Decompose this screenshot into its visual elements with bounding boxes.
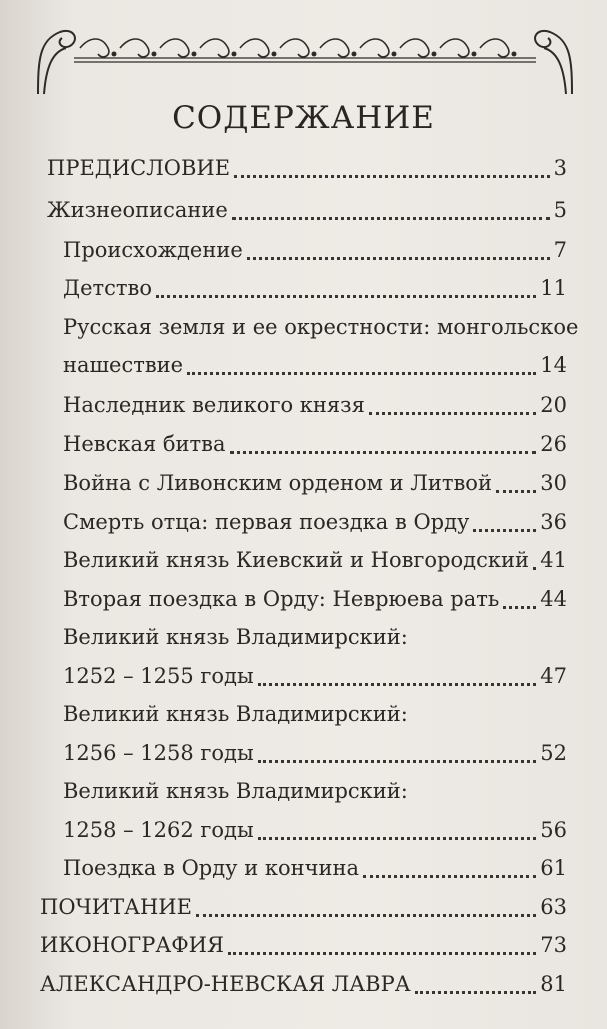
toc-entry-preface[interactable] <box>47 155 567 181</box>
toc-page-number: 63 <box>540 895 567 919</box>
leader-dots <box>234 175 550 178</box>
toc-entry-label: Невская битва <box>63 432 226 456</box>
toc-page-number: 47 <box>540 664 567 688</box>
toc-entry-vlad1[interactable] <box>63 663 567 689</box>
toc-entry-vlad2-line1[interactable]: Великий князь Владимирский: <box>63 702 408 726</box>
leader-dots <box>258 837 537 840</box>
toc-entry-origin[interactable] <box>63 237 567 263</box>
toc-entry-label: ПОЧИТАНИЕ <box>40 895 192 919</box>
toc-page-number: 36 <box>540 510 567 534</box>
toc-page-number: 52 <box>540 741 567 765</box>
leader-dots <box>228 952 536 955</box>
page-title: СОДЕРЖАНИЕ <box>172 100 435 136</box>
toc-page-number: 11 <box>540 276 567 300</box>
toc-entry-iconography[interactable] <box>40 932 567 958</box>
toc-entry-livonian-war[interactable] <box>63 470 567 496</box>
toc-entry-label: Происхождение <box>63 238 243 262</box>
toc-entry-last-trip[interactable] <box>63 855 567 881</box>
toc-page-number: 5 <box>553 198 567 222</box>
toc-entry-russian-land-line1[interactable]: Русская земля и ее окрестности: монгольское <box>63 315 579 339</box>
leader-dots <box>503 606 536 609</box>
toc-entry-father-death[interactable] <box>63 509 567 535</box>
toc-entry-neva[interactable] <box>63 431 567 457</box>
toc-page-number: 30 <box>540 471 567 495</box>
leader-dots <box>369 412 536 415</box>
toc-entry-vlad3[interactable] <box>63 817 567 843</box>
leader-dots <box>156 295 536 298</box>
leader-dots <box>363 875 536 878</box>
toc-page-number: 56 <box>540 818 567 842</box>
toc-page-number: 26 <box>540 432 567 456</box>
leader-dots <box>230 451 537 454</box>
toc-entry-label: Детство <box>63 276 152 300</box>
toc-entry-label: АЛЕКСАНДРО-НЕВСКАЯ ЛАВРА <box>40 972 411 996</box>
toc-entry-kiev-novgorod[interactable] <box>63 547 567 573</box>
toc-entry-label: 1258 – 1262 годы <box>63 818 254 842</box>
toc-entry-heir[interactable] <box>63 392 567 418</box>
toc-entry-label: Поездка в Орду и кончина <box>63 856 360 880</box>
leader-dots <box>247 257 550 260</box>
leader-dots <box>196 914 536 917</box>
toc-entry-label: Смерть отца: первая поездка в Орду <box>63 510 470 534</box>
toc-entry-lavra[interactable] <box>40 971 567 997</box>
leader-dots <box>187 372 536 375</box>
toc-entry-label: Война с Ливонским орденом и Литвой <box>63 471 492 495</box>
leader-dots <box>415 991 537 994</box>
toc-entry-label: Великий князь Киевский и Новгородский <box>63 548 529 572</box>
toc-entry-vlad2[interactable] <box>63 740 567 766</box>
toc-entry-label: Жизнеописание <box>47 198 228 222</box>
toc-entry-label: 1252 – 1255 годы <box>63 664 254 688</box>
toc-page-number: 41 <box>540 548 567 572</box>
toc-entry-label: ИКОНОГРАФИЯ <box>40 933 224 957</box>
toc-page-number: 7 <box>553 238 567 262</box>
toc-entry-childhood[interactable] <box>63 275 567 301</box>
toc-entry-label: Наследник великого князя <box>63 393 365 417</box>
leader-dots <box>258 760 537 763</box>
toc-page-number: 81 <box>540 972 567 996</box>
toc-entry-vlad1-line1[interactable]: Великий князь Владимирский: <box>63 625 408 649</box>
toc-page-number: 61 <box>540 856 567 880</box>
toc-entry-label: нашествие <box>63 353 184 377</box>
toc-entry-biography[interactable] <box>47 197 567 223</box>
leader-dots <box>258 683 537 686</box>
toc-page-number: 44 <box>540 587 567 611</box>
toc-entry-russian-land[interactable] <box>63 352 567 378</box>
toc-entry-label: Вторая поездка в Орду: Неврюева рать <box>63 587 500 611</box>
toc-page-number: 3 <box>553 156 567 180</box>
toc-entry-second-trip[interactable] <box>63 586 567 612</box>
leader-dots <box>232 217 550 220</box>
leader-dots <box>473 529 536 532</box>
leader-dots <box>533 567 536 570</box>
toc-page-number: 73 <box>540 933 567 957</box>
toc-page-number: 14 <box>540 353 567 377</box>
toc-page-number: 20 <box>540 393 567 417</box>
toc-entry-label: 1256 – 1258 годы <box>63 741 254 765</box>
leader-dots <box>496 490 536 493</box>
toc-entry-label: ПРЕДИСЛОВИЕ <box>47 156 231 180</box>
toc-entry-veneration[interactable] <box>40 894 567 920</box>
toc-entry-vlad3-line1[interactable]: Великий князь Владимирский: <box>63 779 408 803</box>
